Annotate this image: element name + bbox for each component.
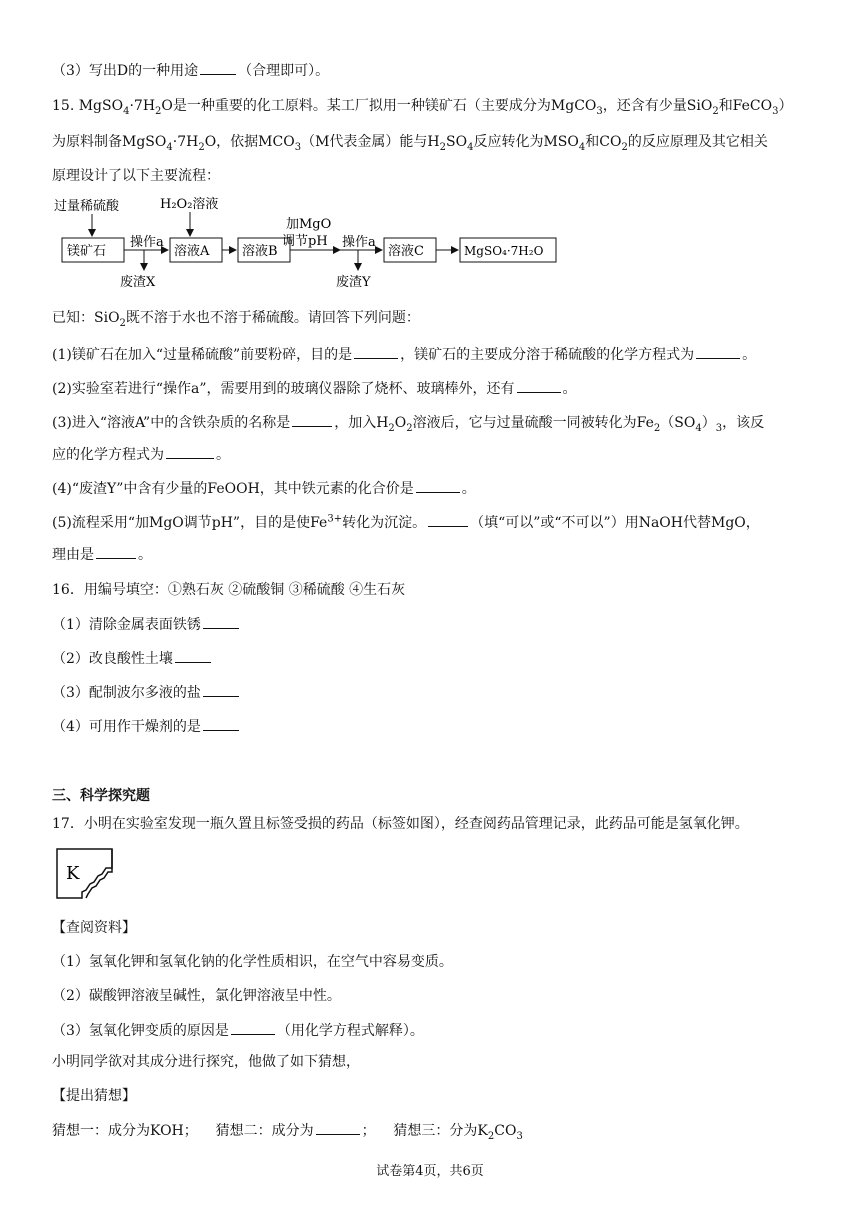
flow-box-solution-a-label: 溶液A — [174, 244, 210, 259]
q17-plan: 小明同学欲对其成分进行探究，他做了如下猜想， — [52, 1054, 360, 1070]
flow-reagent-1: 过量稀硫酸 — [54, 199, 120, 214]
q15-intro-line3: 原理设计了以下主要流程： — [52, 168, 220, 184]
q16-intro: 16．用编号填空：①熟石灰 ②硫酸铜 ③稀硫酸 ④生石灰 — [52, 582, 406, 598]
q15-part5-line1: (5)流程采用“加MgO调节pH”，目的是使$Fe^{3+}$转化为沉淀。 （填“可以”或“不可以”）用NaOH代替MgO， — [52, 513, 760, 531]
flow-waste-y: 废渣Y — [336, 275, 371, 290]
q17-guess-heading: 【提出猜想】 — [52, 1088, 136, 1104]
q15-known: 已知：SiO$_2$既不溶于水也不溶于稀硫酸。请回答下列问题： — [52, 310, 420, 329]
q14-part3-text: （3）写出D的一种用途 — [52, 63, 199, 79]
flow-box-solution-c-label: 溶液C — [388, 244, 424, 259]
q16-item-3: （3）配制波尔多液的盐 — [52, 682, 842, 703]
damaged-label-figure — [56, 848, 116, 900]
section-heading: 三、科学探究题 — [52, 788, 150, 804]
q15-part2: (2)实验室若进行“操作a”，需要用到的玻璃仪器除了烧杯、玻璃棒外，还有 。 — [52, 378, 842, 399]
flow-reagent-3a: 加MgO — [286, 217, 332, 232]
flow-box-ore-label: 镁矿石 — [67, 244, 107, 259]
answer-blank[interactable] — [203, 614, 239, 629]
q16-item-2: （2）改良酸性土壤 — [52, 648, 842, 669]
process-flow-diagram — [52, 192, 572, 292]
q17-ref-1: （1）氢氧化钾和氢氧化钠的化学性质相识，在空气中容易变质。 — [52, 954, 453, 970]
flow-op-1: 操作a — [130, 235, 164, 250]
flow-reagent-2: H₂O₂溶液 — [160, 197, 219, 212]
flow-waste-x: 废渣X — [120, 275, 156, 290]
q15-part3-line2: 应的化学方程式为 。 — [52, 444, 842, 465]
answer-blank[interactable] — [428, 512, 468, 527]
q17-ref-2: （2）碳酸钾溶液呈碱性，氯化钾溶液呈中性。 — [52, 988, 341, 1004]
q15-part1: (1)镁矿石在加入“过量稀硫酸”前要粉碎，目的是 ，镁矿石的主要成分溶于稀硫酸的化学方程式为 。 — [52, 344, 842, 365]
q15-intro-line1: 15. $MgSO_4\cdot 7H_2O$是一种重要的化工原料。某工厂拟用一种镁矿石（主要成分为MgCO$_3$，还含有少量SiO$_2$和FeCO$_3$） — [52, 98, 793, 117]
q14-part3-tail: （合理即可）。 — [238, 63, 330, 79]
answer-blank[interactable] — [696, 344, 740, 359]
answer-blank[interactable] — [416, 478, 460, 493]
q15-part3-line1: (3)进入“溶液A”中的含铁杂质的名称是 ，加入$H_2O_2$溶液后，它与过量硫酸一同被转化为$Fe_2(SO_4)_3$，该反 — [52, 412, 842, 433]
answer-blank[interactable] — [517, 378, 561, 393]
flow-reagent-3b: 调节pH — [282, 234, 328, 249]
flow-op-2: 操作a — [342, 235, 376, 250]
flow-box-solution-b-label: 溶液B — [242, 244, 278, 259]
answer-blank[interactable] — [96, 544, 136, 559]
q16-item-4: （4）可用作干燥剂的是 — [52, 716, 842, 737]
q15-part4: (4)“废渣Y”中含有少量的FeOOH，其中铁元素的化合价是 。 — [52, 478, 842, 499]
answer-blank[interactable] — [354, 344, 398, 359]
label-letter-k: K — [66, 863, 80, 884]
answer-blank[interactable] — [200, 60, 236, 75]
answer-blank[interactable] — [231, 1020, 275, 1035]
answer-blank[interactable] — [316, 1120, 360, 1135]
answer-blank[interactable] — [292, 412, 332, 427]
page-footer: 试卷第4页，共6页 — [376, 1164, 484, 1179]
q16-item-1: （1）清除金属表面铁锈 — [52, 614, 842, 635]
guess-2: 猜想二：成分为 — [215, 1123, 314, 1139]
q17-intro: 17．小明在实验室发现一瓶久置且标签受损的药品（标签如图），经查阅药品管理记录，此药品可能是氢氧化钾。 — [52, 816, 749, 832]
q14-part3 — [52, 60, 842, 81]
answer-blank[interactable] — [166, 444, 214, 459]
q17-ref-3: （3）氢氧化钾变质的原因是 （用化学方程式解释）。 — [52, 1020, 842, 1041]
flow-box-product-label: MgSO₄·7H₂O — [464, 244, 544, 258]
answer-blank[interactable] — [203, 682, 239, 697]
q15-part5-line2: 理由是 。 — [52, 544, 842, 565]
answer-blank[interactable] — [203, 716, 239, 731]
q15-intro-line2: 为原料制备$MgSO_4\cdot 7H_2O$，依据$MCO_3(M$代表金属）能与$H_2SO_4$反应转化为$MSO_4$和$CO_2$的反应原理及其它相关 — [52, 134, 768, 153]
guess-1: 猜想一：成分为KOH； — [52, 1123, 198, 1139]
q17-ref-heading: 【查阅资料】 — [52, 920, 136, 936]
guess-3: 猜想三：分为K — [393, 1123, 488, 1139]
q17-guesses: 猜想一：成分为KOH； 猜想二：成分为 ； 猜想三：分为$K_2CO_3$ — [52, 1120, 842, 1141]
answer-blank[interactable] — [175, 648, 211, 663]
